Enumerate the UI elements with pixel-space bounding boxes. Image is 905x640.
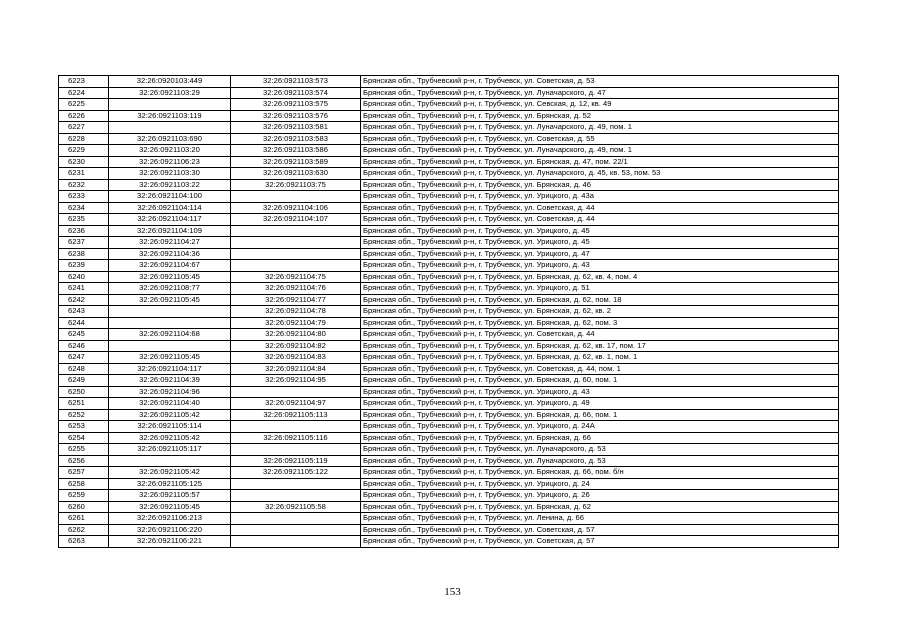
address-cell: Брянская обл., Трубчевский р-н, г. Трубчевск, ул. Брянская, д. 66, пом. 1: [361, 409, 839, 421]
cadastral-number-cell: 32:26:0921106:23: [109, 156, 231, 168]
record-number-cell: 6244: [59, 317, 109, 329]
record-number-cell: 6226: [59, 110, 109, 122]
address-cell: Брянская обл., Трубчевский р-н, г. Трубчевск, ул. Луначарского, д. 53: [361, 455, 839, 467]
record-number-cell: 6225: [59, 99, 109, 111]
table-row: [59, 248, 839, 260]
address-cell: Брянская обл., Трубчевский р-н, г. Трубчевск, ул. Брянская, д. 52: [361, 110, 839, 122]
related-cadastral-number-cell: 32:26:0921103:573: [231, 76, 361, 88]
address-cell: Брянская обл., Трубчевский р-н, г. Трубчевск, ул. Советская, д. 57: [361, 524, 839, 536]
table-row: [59, 398, 839, 410]
cadastral-number-cell: 32:26:0921104:117: [109, 363, 231, 375]
table-row: [59, 467, 839, 479]
address-cell: Брянская обл., Трубчевский р-н, г. Трубчевск, ул. Ленина, д. 66: [361, 513, 839, 525]
table-row: [59, 76, 839, 88]
record-number-cell: 6231: [59, 168, 109, 180]
address-cell: Брянская обл., Трубчевский р-н, г. Трубчевск, ул. Урицкого, д. 45: [361, 237, 839, 249]
cadastral-number-cell: [109, 306, 231, 318]
table-row: [59, 260, 839, 272]
related-cadastral-number-cell: 32:26:0921105:116: [231, 432, 361, 444]
record-number-cell: 6238: [59, 248, 109, 260]
record-number-cell: 6246: [59, 340, 109, 352]
address-cell: Брянская обл., Трубчевский р-н, г. Трубчевск, ул. Советская, д. 44: [361, 329, 839, 341]
related-cadastral-number-cell: 32:26:0921104:78: [231, 306, 361, 318]
table-row: [59, 386, 839, 398]
address-cell: Брянская обл., Трубчевский р-н, г. Трубчевск, ул. Советская, д. 44: [361, 214, 839, 226]
record-number-cell: 6228: [59, 133, 109, 145]
address-cell: Брянская обл., Трубчевский р-н, г. Трубчевск, ул. Урицкого, д. 43а: [361, 191, 839, 203]
related-cadastral-number-cell: [231, 421, 361, 433]
address-cell: Брянская обл., Трубчевский р-н, г. Трубчевск, ул. Севская, д. 12, кв. 49: [361, 99, 839, 111]
table-row: [59, 122, 839, 134]
record-number-cell: 6233: [59, 191, 109, 203]
address-cell: Брянская обл., Трубчевский р-н, г. Трубчевск, ул. Луначарского, д. 49, пом. 1: [361, 145, 839, 157]
record-number-cell: 6260: [59, 501, 109, 513]
table-row: [59, 237, 839, 249]
table-row: [59, 87, 839, 99]
address-cell: Брянская обл., Трубчевский р-н, г. Трубчевск, ул. Урицкого, д. 47: [361, 248, 839, 260]
record-number-cell: 6255: [59, 444, 109, 456]
address-cell: Брянская обл., Трубчевский р-н, г. Трубчевск, ул. Брянская, д. 62, пом. 18: [361, 294, 839, 306]
related-cadastral-number-cell: 32:26:0921104:82: [231, 340, 361, 352]
address-cell: Брянская обл., Трубчевский р-н, г. Трубчевск, ул. Брянская, д. 46: [361, 179, 839, 191]
table-row: [59, 375, 839, 387]
table-row: [59, 168, 839, 180]
related-cadastral-number-cell: [231, 248, 361, 260]
related-cadastral-number-cell: 32:26:0921105:58: [231, 501, 361, 513]
table-row: [59, 421, 839, 433]
related-cadastral-number-cell: [231, 260, 361, 272]
related-cadastral-number-cell: 32:26:0921105:119: [231, 455, 361, 467]
record-number-cell: 6248: [59, 363, 109, 375]
address-cell: Брянская обл., Трубчевский р-н, г. Трубчевск, ул. Брянская, д. 62, пом. 3: [361, 317, 839, 329]
table-row: [59, 329, 839, 341]
table-row: [59, 202, 839, 214]
table-row: [59, 432, 839, 444]
cadastral-number-cell: 32:26:0921104:68: [109, 329, 231, 341]
record-number-cell: 6259: [59, 490, 109, 502]
cadastral-number-cell: 32:26:0920103:449: [109, 76, 231, 88]
address-cell: Брянская обл., Трубчевский р-н, г. Трубчевск, ул. Брянская, д. 62, кв. 4, пом. 4: [361, 271, 839, 283]
cadastral-number-cell: 32:26:0921105:42: [109, 467, 231, 479]
record-number-cell: 6256: [59, 455, 109, 467]
address-cell: Брянская обл., Трубчевский р-н, г. Трубчевск, ул. Брянская, д. 60, пом. 1: [361, 375, 839, 387]
table-row: [59, 294, 839, 306]
related-cadastral-number-cell: 32:26:0921103:583: [231, 133, 361, 145]
cadastral-number-cell: 32:26:0921103:29: [109, 87, 231, 99]
cadastral-number-cell: 32:26:0921105:45: [109, 271, 231, 283]
related-cadastral-number-cell: 32:26:0921103:575: [231, 99, 361, 111]
cadastral-table: [58, 75, 839, 548]
table-row: [59, 271, 839, 283]
cadastral-number-cell: [109, 317, 231, 329]
cadastral-number-cell: 32:26:0921105:45: [109, 501, 231, 513]
page-number: 153: [444, 586, 461, 598]
cadastral-number-cell: 32:26:0921103:30: [109, 168, 231, 180]
cadastral-number-cell: 32:26:0921103:119: [109, 110, 231, 122]
related-cadastral-number-cell: [231, 490, 361, 502]
table-row: [59, 501, 839, 513]
table-row: [59, 110, 839, 122]
record-number-cell: 6263: [59, 536, 109, 548]
record-number-cell: 6237: [59, 237, 109, 249]
related-cadastral-number-cell: 32:26:0921104:77: [231, 294, 361, 306]
address-cell: Брянская обл., Трубчевский р-н, г. Трубчевск, ул. Брянская, д. 47, пом. 22/1: [361, 156, 839, 168]
record-number-cell: 6262: [59, 524, 109, 536]
address-cell: Брянская обл., Трубчевский р-н, г. Трубчевск, ул. Брянская, д. 62, кв. 2: [361, 306, 839, 318]
related-cadastral-number-cell: 32:26:0921103:75: [231, 179, 361, 191]
related-cadastral-number-cell: 32:26:0921104:83: [231, 352, 361, 364]
address-cell: Брянская обл., Трубчевский р-н, г. Трубчевск, ул. Урицкого, д. 26: [361, 490, 839, 502]
address-cell: Брянская обл., Трубчевский р-н, г. Трубчевск, ул. Урицкого, д. 45: [361, 225, 839, 237]
record-number-cell: 6229: [59, 145, 109, 157]
table-body: [59, 76, 839, 548]
address-cell: Брянская обл., Трубчевский р-н, г. Трубчевск, ул. Урицкого, д. 49: [361, 398, 839, 410]
record-number-cell: 6230: [59, 156, 109, 168]
table-row: [59, 478, 839, 490]
related-cadastral-number-cell: 32:26:0921103:589: [231, 156, 361, 168]
address-cell: Брянская обл., Трубчевский р-н, г. Трубчевск, ул. Советская, д. 44: [361, 202, 839, 214]
record-number-cell: 6251: [59, 398, 109, 410]
record-number-cell: 6254: [59, 432, 109, 444]
record-number-cell: 6245: [59, 329, 109, 341]
record-number-cell: 6232: [59, 179, 109, 191]
related-cadastral-number-cell: 32:26:0921103:576: [231, 110, 361, 122]
cadastral-number-cell: 32:26:0921105:42: [109, 432, 231, 444]
address-cell: Брянская обл., Трубчевский р-н, г. Трубчевск, ул. Советская, д. 44, пом. 1: [361, 363, 839, 375]
related-cadastral-number-cell: 32:26:0921105:113: [231, 409, 361, 421]
table-row: [59, 306, 839, 318]
cadastral-number-cell: [109, 340, 231, 352]
table-row: [59, 352, 839, 364]
cadastral-number-cell: [109, 122, 231, 134]
cadastral-number-cell: 32:26:0921104:67: [109, 260, 231, 272]
address-cell: Брянская обл., Трубчевский р-н, г. Трубчевск, ул. Луначарского, д. 53: [361, 444, 839, 456]
related-cadastral-number-cell: 32:26:0921104:75: [231, 271, 361, 283]
table-row: [59, 99, 839, 111]
related-cadastral-number-cell: 32:26:0921104:76: [231, 283, 361, 295]
cadastral-number-cell: 32:26:0921104:96: [109, 386, 231, 398]
record-number-cell: 6236: [59, 225, 109, 237]
record-number-cell: 6242: [59, 294, 109, 306]
cadastral-number-cell: 32:26:0921103:22: [109, 179, 231, 191]
related-cadastral-number-cell: 32:26:0921103:586: [231, 145, 361, 157]
record-number-cell: 6252: [59, 409, 109, 421]
record-number-cell: 6239: [59, 260, 109, 272]
table-row: [59, 444, 839, 456]
address-cell: Брянская обл., Трубчевский р-н, г. Трубчевск, ул. Урицкого, д. 24А: [361, 421, 839, 433]
cadastral-number-cell: [109, 455, 231, 467]
record-number-cell: 6257: [59, 467, 109, 479]
related-cadastral-number-cell: [231, 478, 361, 490]
related-cadastral-number-cell: 32:26:0921105:122: [231, 467, 361, 479]
related-cadastral-number-cell: 32:26:0921103:574: [231, 87, 361, 99]
cadastral-number-cell: 32:26:0921106:220: [109, 524, 231, 536]
address-cell: Брянская обл., Трубчевский р-н, г. Трубчевск, ул. Урицкого, д. 24: [361, 478, 839, 490]
table-row: [59, 225, 839, 237]
address-cell: Брянская обл., Трубчевский р-н, г. Трубчевск, ул. Брянская, д. 62, кв. 17, пом. 17: [361, 340, 839, 352]
cadastral-number-cell: 32:26:0921104:109: [109, 225, 231, 237]
record-number-cell: 6258: [59, 478, 109, 490]
related-cadastral-number-cell: 32:26:0921104:106: [231, 202, 361, 214]
cadastral-number-cell: 32:26:0921104:27: [109, 237, 231, 249]
cadastral-number-cell: 32:26:0921106:221: [109, 536, 231, 548]
table-row: [59, 524, 839, 536]
cadastral-number-cell: 32:26:0921103:690: [109, 133, 231, 145]
address-cell: Брянская обл., Трубчевский р-н, г. Трубчевск, ул. Луначарского, д. 47: [361, 87, 839, 99]
related-cadastral-number-cell: 32:26:0921104:84: [231, 363, 361, 375]
cadastral-number-cell: 32:26:0921105:45: [109, 352, 231, 364]
address-cell: Брянская обл., Трубчевский р-н, г. Трубчевск, ул. Луначарского, д. 49, пом. 1: [361, 122, 839, 134]
related-cadastral-number-cell: [231, 444, 361, 456]
address-cell: Брянская обл., Трубчевский р-н, г. Трубчевск, ул. Урицкого, д. 43: [361, 260, 839, 272]
address-cell: Брянская обл., Трубчевский р-н, г. Трубчевск, ул. Луначарского, д. 45, кв. 53, пом. 53: [361, 168, 839, 180]
related-cadastral-number-cell: [231, 191, 361, 203]
record-number-cell: 6247: [59, 352, 109, 364]
cadastral-number-cell: 32:26:0921105:114: [109, 421, 231, 433]
related-cadastral-number-cell: 32:26:0921104:107: [231, 214, 361, 226]
address-cell: Брянская обл., Трубчевский р-н, г. Трубчевск, ул. Урицкого, д. 51: [361, 283, 839, 295]
record-number-cell: 6235: [59, 214, 109, 226]
table-row: [59, 340, 839, 352]
cadastral-number-cell: 32:26:0921105:57: [109, 490, 231, 502]
address-cell: Брянская обл., Трубчевский р-н, г. Трубчевск, ул. Брянская, д. 62, кв. 1, пом. 1: [361, 352, 839, 364]
cadastral-number-cell: 32:26:0921104:114: [109, 202, 231, 214]
cadastral-number-cell: 32:26:0921106:213: [109, 513, 231, 525]
record-number-cell: 6227: [59, 122, 109, 134]
address-cell: Брянская обл., Трубчевский р-н, г. Трубчевск, ул. Советская, д. 57: [361, 536, 839, 548]
record-number-cell: 6249: [59, 375, 109, 387]
table-row: [59, 363, 839, 375]
record-number-cell: 6250: [59, 386, 109, 398]
address-cell: Брянская обл., Трубчевский р-н, г. Трубчевск, ул. Советская, д. 53: [361, 76, 839, 88]
address-cell: Брянская обл., Трубчевский р-н, г. Трубчевск, ул. Брянская, д. 62: [361, 501, 839, 513]
cadastral-number-cell: 32:26:0921105:42: [109, 409, 231, 421]
cadastral-number-cell: 32:26:0921104:117: [109, 214, 231, 226]
related-cadastral-number-cell: 32:26:0921104:79: [231, 317, 361, 329]
table-row: [59, 490, 839, 502]
cadastral-number-cell: 32:26:0921108:77: [109, 283, 231, 295]
related-cadastral-number-cell: [231, 513, 361, 525]
related-cadastral-number-cell: 32:26:0921104:80: [231, 329, 361, 341]
record-number-cell: 6234: [59, 202, 109, 214]
table-row: [59, 409, 839, 421]
table-row: [59, 133, 839, 145]
cadastral-number-cell: 32:26:0921105:117: [109, 444, 231, 456]
table-row: [59, 455, 839, 467]
address-cell: Брянская обл., Трубчевский р-н, г. Трубчевск, ул. Брянская, д. 66: [361, 432, 839, 444]
related-cadastral-number-cell: 32:26:0921103:630: [231, 168, 361, 180]
related-cadastral-number-cell: [231, 536, 361, 548]
table-row: [59, 191, 839, 203]
related-cadastral-number-cell: [231, 237, 361, 249]
related-cadastral-number-cell: 32:26:0921103:581: [231, 122, 361, 134]
cadastral-number-cell: 32:26:0921104:39: [109, 375, 231, 387]
record-number-cell: 6224: [59, 87, 109, 99]
record-number-cell: 6261: [59, 513, 109, 525]
address-cell: Брянская обл., Трубчевский р-н, г. Трубчевск, ул. Урицкого, д. 43: [361, 386, 839, 398]
record-number-cell: 6253: [59, 421, 109, 433]
address-cell: Брянская обл., Трубчевский р-н, г. Трубчевск, ул. Брянская, д. 66, пом. б/н: [361, 467, 839, 479]
cadastral-number-cell: 32:26:0921104:36: [109, 248, 231, 260]
cadastral-number-cell: 32:26:0921103:20: [109, 145, 231, 157]
related-cadastral-number-cell: [231, 386, 361, 398]
cadastral-number-cell: 32:26:0921105:125: [109, 478, 231, 490]
cadastral-number-cell: 32:26:0921104:100: [109, 191, 231, 203]
record-number-cell: 6241: [59, 283, 109, 295]
table-row: [59, 179, 839, 191]
related-cadastral-number-cell: 32:26:0921104:97: [231, 398, 361, 410]
table-row: [59, 513, 839, 525]
record-number-cell: 6240: [59, 271, 109, 283]
table-row: [59, 145, 839, 157]
table-row: [59, 214, 839, 226]
record-number-cell: 6223: [59, 76, 109, 88]
address-cell: Брянская обл., Трубчевский р-н, г. Трубчевск, ул. Советская, д. 55: [361, 133, 839, 145]
table-row: [59, 536, 839, 548]
record-number-cell: 6243: [59, 306, 109, 318]
table-row: [59, 283, 839, 295]
cadastral-number-cell: [109, 99, 231, 111]
cadastral-number-cell: 32:26:0921105:45: [109, 294, 231, 306]
related-cadastral-number-cell: [231, 524, 361, 536]
table-row: [59, 156, 839, 168]
related-cadastral-number-cell: [231, 225, 361, 237]
table-row: [59, 317, 839, 329]
related-cadastral-number-cell: 32:26:0921104:95: [231, 375, 361, 387]
cadastral-number-cell: 32:26:0921104:40: [109, 398, 231, 410]
